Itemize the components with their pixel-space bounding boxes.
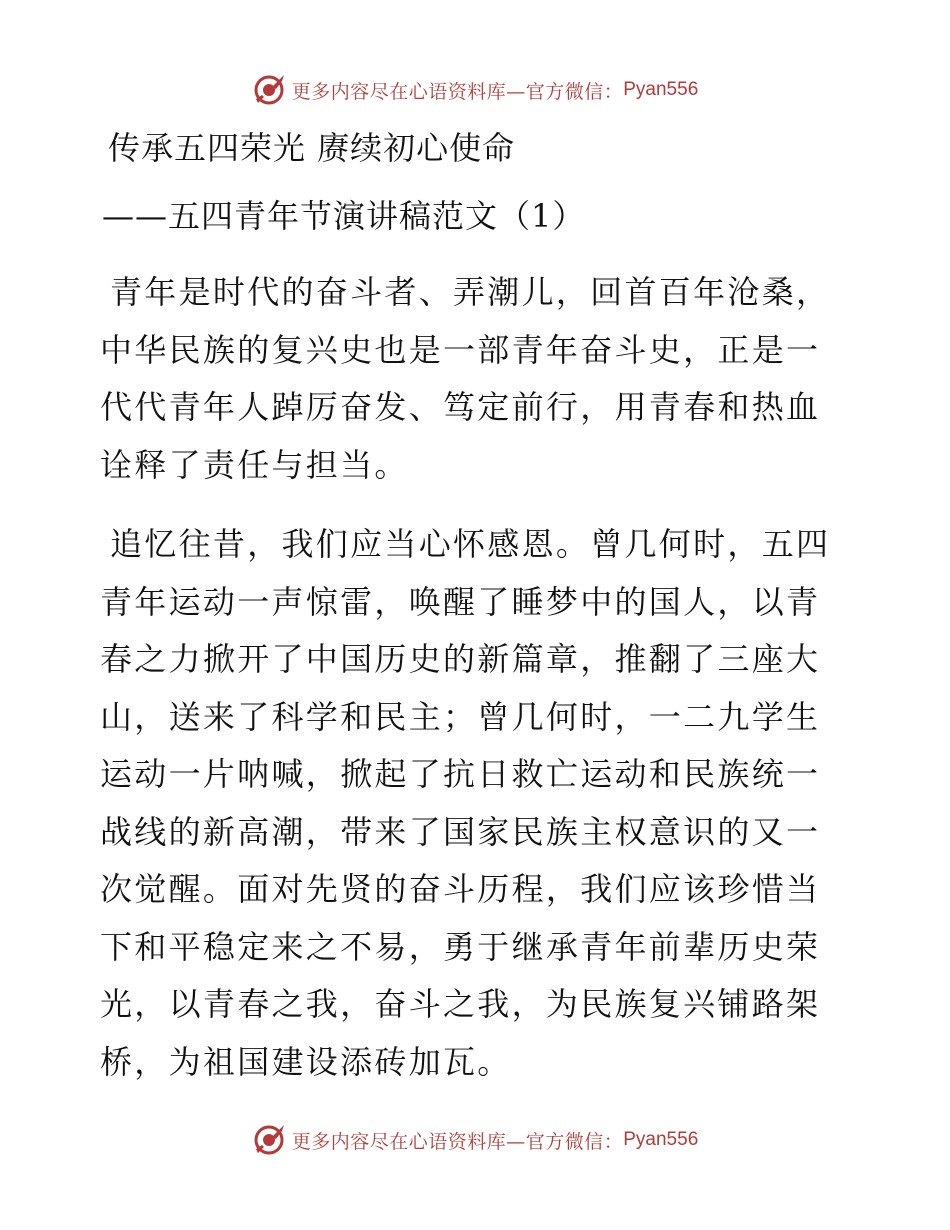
- document-title: 传承五四荣光 赓续初心使命: [108, 129, 516, 167]
- footer-banner: [0, 1120, 950, 1160]
- quill-pen-logo-icon: [252, 73, 286, 107]
- document-subtitle: ——五四青年节演讲稿范文（1）: [102, 197, 586, 235]
- banner-text: 更多内容尽在心语资料库—官方微信：: [291, 1130, 624, 1153]
- quill-pen-logo-icon: [252, 1123, 286, 1157]
- banner-text: 更多内容尽在心语资料库—官方微信：: [291, 80, 624, 103]
- wechat-handle: Pyan556: [623, 1129, 699, 1150]
- wechat-handle: Pyan556: [623, 79, 699, 100]
- header-banner: [0, 70, 950, 110]
- paragraph: 追忆往昔，我们应当心怀感恩。曾几何时，五四青年运动一声惊雷，唤醒了睡梦中的国人，以青春之力掀开了中国历史的新篇章，推翻了三座大山，送来了科学和民主；曾几何时，一二九学生运动一片呐喊，掀起了抗日救亡运动和民族统一战线的新高潮，带来了国家民族主权意识的又一次觉醒。面对先贤的奋斗历程，我们应该珍惜当下和平稳定来之不易，勇于继承青年前辈历史荣光，以青春之我，奋斗之我，为民族复兴铺路架桥，为祖国建设添砖加瓦。: [100, 525, 831, 1081]
- paragraph: 青年是时代的奋斗者、弄潮儿，回首百年沧桑，中华民族的复兴史也是一部青年奋斗史，正是一代代青年人踔厉奋发、笃定前行，用青春和热血诠释了责任与担当。: [100, 273, 831, 484]
- document-body: [100, 122, 850, 1091]
